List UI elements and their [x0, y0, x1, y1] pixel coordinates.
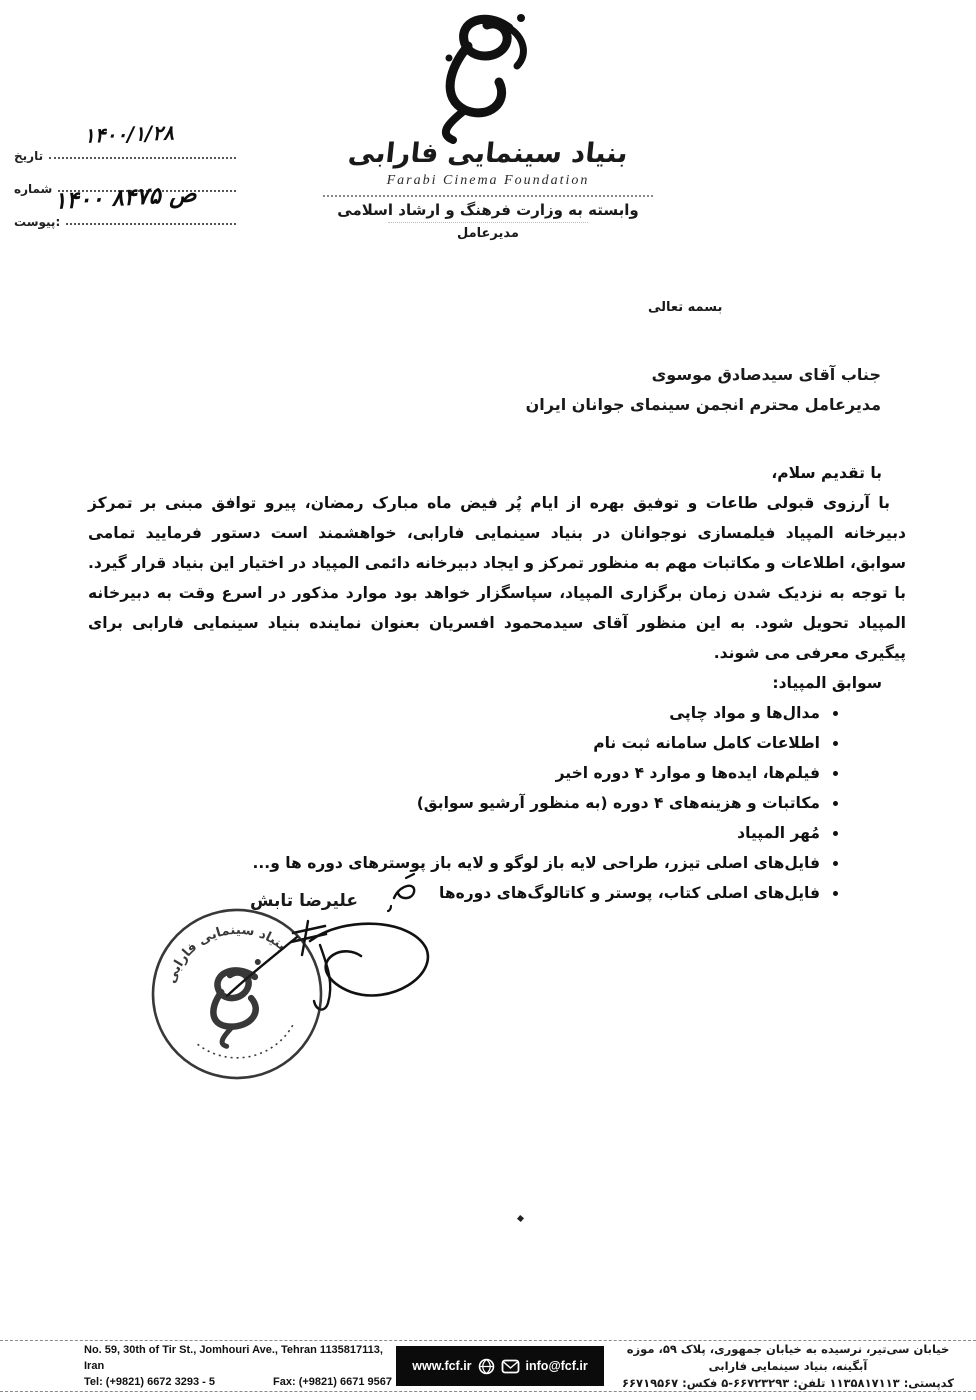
letterhead-divider-2: [388, 222, 588, 223]
recipient-block: [526, 360, 881, 420]
handwritten-date: ۱۴۰۰/۱/۲۸: [83, 120, 175, 148]
list-item: • مدال‌ها و مواد چاپی: [88, 698, 822, 728]
date-row: [12, 120, 240, 163]
letter-body: [88, 458, 906, 908]
list-item: • فیلم‌ها، ایده‌ها و موارد ۴ دوره اخیر: [88, 758, 822, 788]
number-label: شماره: [14, 182, 53, 196]
footer-fa-line2: کدپستی: ۱۱۳۵۸۱۷۱۱۳ تلفن: ۶۶۷۲۳۲۹۳-۵ فکس: ۶۶۷۱۹۵۶۷: [622, 1375, 954, 1390]
role-line: مدیرعامل: [457, 226, 519, 241]
attachment-row: [12, 196, 240, 229]
letterhead: [278, 6, 698, 241]
foundation-name-farsi: بنیاد سینمایی فارابی: [346, 138, 630, 169]
date-dotted-line: [49, 157, 236, 159]
list-title: سوابق المپیاد:: [772, 674, 882, 692]
stamp-ring-text: بنیاد سینمایی فارابی: [164, 922, 289, 986]
salutation: با تقدیم سلام،: [771, 464, 882, 482]
affiliation-line: وابسته به وزارت فرهنگ و ارشاد اسلامی: [337, 201, 639, 219]
footer-contact-bar: [396, 1346, 604, 1386]
attachment-dotted-line: [66, 223, 236, 225]
signer-name: علیرضا تابش: [250, 891, 358, 911]
attachment-label: پیوست:: [14, 215, 61, 229]
number-row: [12, 163, 240, 215]
basmala: بسمه تعالی: [648, 300, 723, 315]
recipient-title: مدیرعامل محترم انجمن سینمای جوانان ایران: [525, 395, 881, 414]
footer-fa-line1: خیابان سی‌تیر، نرسیده به خیابان جمهوری، پلاک ۵۹، موزه آبگینه، بنیاد سینمایی فارابی: [626, 1341, 950, 1373]
list-item: • اطلاعات کامل سامانه ثبت نام: [88, 728, 822, 758]
footer-tel-en: Tel: (+9821) 6672 3293 - 5: [84, 1376, 215, 1388]
list-item: • مُهر المپیاد: [88, 818, 822, 848]
footer-en-line1: No. 59, 30th of Tir St., Jomhouri Ave., Tehran 1135817113, Iran: [84, 1344, 383, 1372]
letterhead-divider: [323, 195, 653, 197]
recipient-name: جناب آقای سیدصادق موسوی: [651, 365, 881, 384]
handwritten-number: ۱۴۰۰ ص ۸۴۷۵: [53, 181, 198, 215]
date-label: تاریخ: [14, 149, 44, 163]
footer-email: info@fcf.ir: [525, 1359, 588, 1373]
footer-fax-en: Fax: (+9821) 6671 9567: [273, 1376, 392, 1388]
footer-address-english: [84, 1342, 392, 1390]
email-icon: [501, 1359, 520, 1374]
foundation-round-stamp: [129, 886, 345, 1102]
list-item: • مکاتبات و هزینه‌های ۴ دوره (به منظور آرشیو سوابق): [88, 788, 822, 818]
olympiad-records-list: [88, 698, 822, 908]
footer-website: www.fcf.ir: [412, 1359, 472, 1373]
list-item: • فایل‌های اصلی تیزر، طراحی لایه باز لوگو و لایه باز پوسترهای دوره ها و...: [88, 848, 822, 878]
scan-speck: [517, 1215, 524, 1222]
body-paragraph: با آرزوی قبولی طاعات و توفیق بهره از ایام پُر فیض ماه مبارک رمضان، پیرو توافق مبنی بر تمرکز دبیرخانه المپیاد فیلمسازی نوجوانان در بنیاد سینمایی فارابی، خواهشمند است دستور فرمایید تمامی سوابق، اطلاعات و مکاتبات مهم به منظور تمرکز و ایجاد دبیرخانه دائمی المپیاد در اختیار این بنیاد قرار گیرد. با توجه به نزدیک شدن زمان برگزاری المپیاد، سپاسگزار خواهد بود موارد مذکور در اسرع وقت به دبیرخانه المپیاد تحویل شود. به این منظور آقای سیدمحمود افسریان بعنوان نماینده بنیاد سینمایی فارابی برای پیگیری معرفی می شوند.: [88, 494, 906, 662]
farabi-logo-calligraphy-icon: [413, 6, 563, 144]
letter-meta-block: [12, 120, 240, 229]
footer: [0, 1340, 976, 1392]
footer-address-farsi: [612, 1341, 964, 1392]
list-item: • فایل‌های اصلی کتاب، پوستر و کاتالوگ‌های دوره‌ها: [88, 878, 822, 908]
globe-icon: [478, 1358, 495, 1375]
foundation-name-english: Farabi Cinema Foundation: [386, 173, 590, 188]
